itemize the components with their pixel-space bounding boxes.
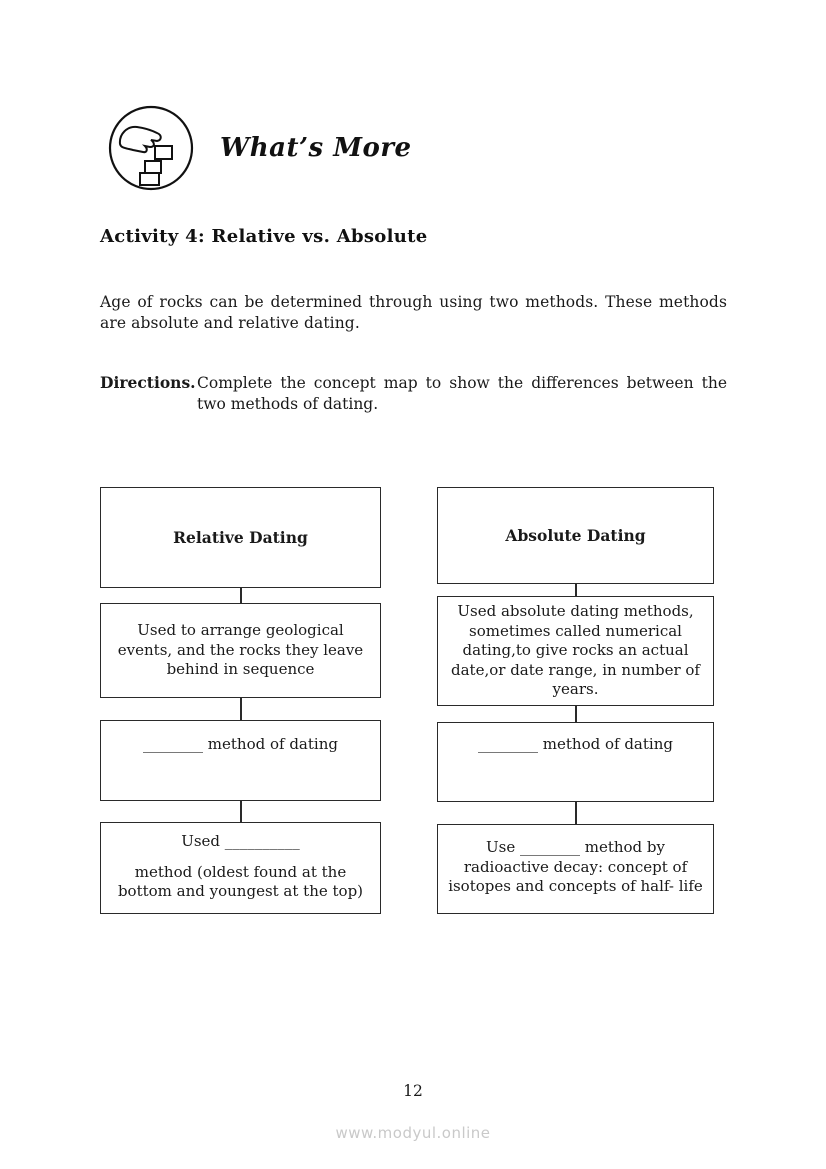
activity-title: Activity 4: Relative vs. Absolute	[100, 226, 428, 247]
absolute-dating-title-box: Absolute Dating	[437, 487, 714, 584]
directions-text: Complete the concept map to show the differences between the two methods of dating.	[197, 374, 727, 413]
connector-line	[240, 588, 242, 603]
directions-block	[100, 373, 727, 414]
absolute-dating-method-box: ________ method of dating	[437, 722, 714, 802]
absolute-dating-bottom-box: Use ________ method by radioactive decay: concept of isotopes and concepts of half- life	[437, 824, 714, 914]
connector-line	[240, 698, 242, 720]
page-number: 12	[403, 1082, 423, 1100]
connector-line	[575, 584, 577, 596]
relative-bottom-line2: method (oldest found at the bottom and youngest at the top)	[117, 862, 364, 900]
hand-stacking-blocks-icon	[107, 104, 195, 192]
section-title: What’s More	[220, 133, 412, 163]
absolute-dating-description-box: Used absolute dating methods, sometimes called numerical dating,to give rocks an actual date,or date range, in number of years.	[437, 596, 714, 706]
relative-dating-title-box: Relative Dating	[100, 487, 381, 588]
connector-line	[575, 706, 577, 722]
watermark: www.modyul.online	[335, 1124, 491, 1142]
connector-line	[240, 801, 242, 822]
intro-paragraph: Age of rocks can be determined through using two methods. These methods are absolute and relative dating.	[100, 293, 727, 332]
relative-dating-description-box: Used to arrange geological events, and the rocks they leave behind in sequence	[100, 603, 381, 698]
relative-dating-method-box: ________ method of dating	[100, 720, 381, 801]
relative-dating-bottom-box	[100, 822, 381, 914]
connector-line	[575, 802, 577, 824]
relative-bottom-line1: Used __________	[181, 832, 300, 850]
directions-label: Directions.	[100, 373, 196, 392]
